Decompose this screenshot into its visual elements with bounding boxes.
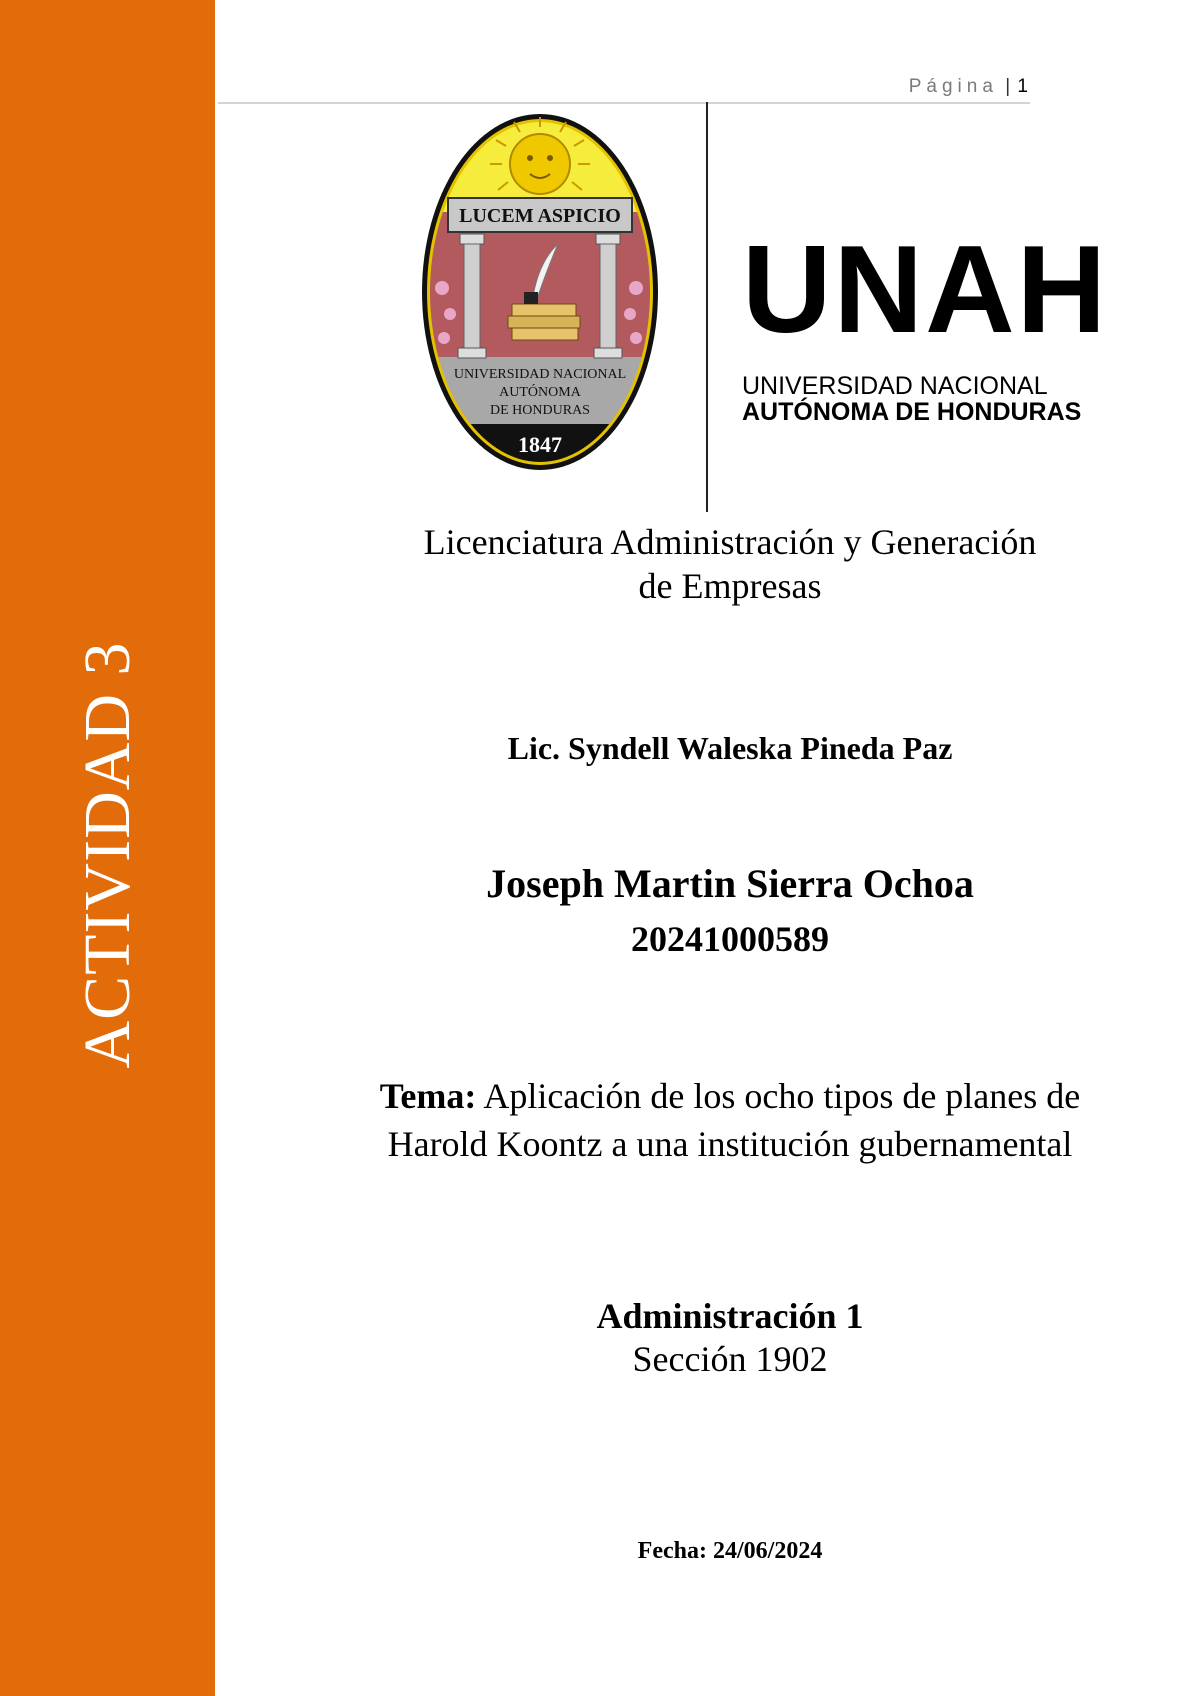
logo-acronym: UNAH <box>742 221 1109 359</box>
degree-line-1: Licenciatura Administración y Generación <box>423 522 1037 562</box>
seal-line-3: DE HONDURAS <box>490 403 590 418</box>
seal-year: 1847 <box>518 432 562 457</box>
student-id: 20241000589 <box>631 919 829 959</box>
activity-title: ACTIVIDAD 3 <box>71 641 144 1069</box>
page-number: 1 <box>1017 76 1028 97</box>
date <box>300 1538 1160 1565</box>
topic-line-2: Harold Koontz a una institución gubernamental <box>387 1124 1073 1164</box>
logo-divider <box>706 102 708 512</box>
topic-line-1: Aplicación de los ocho tipos de planes de <box>483 1076 1081 1116</box>
degree-title <box>300 520 1160 608</box>
teacher-name: Lic. Syndell Waleska Pineda Paz <box>507 730 953 766</box>
logo-line-1: UNIVERSIDAD NACIONAL <box>742 372 1048 400</box>
page-number-header <box>909 76 1028 98</box>
header-rule <box>218 102 1030 104</box>
date-value: 24/06/2024 <box>712 1538 823 1564</box>
seal-motto: LUCEM ASPICIO <box>459 205 621 227</box>
seal-line-1: UNIVERSIDAD NACIONAL <box>453 367 627 382</box>
degree-line-2: de Empresas <box>638 566 822 606</box>
course-name: Administración 1 <box>596 1296 864 1336</box>
page-separator: | <box>1005 76 1011 97</box>
university-seal <box>420 112 660 472</box>
topic-label: Tema: <box>379 1076 477 1116</box>
sidebar-band <box>0 0 215 1696</box>
unah-logo <box>742 221 1109 426</box>
date-label: Fecha: <box>637 1538 707 1564</box>
page-label: Página <box>908 76 998 97</box>
student-name: Joseph Martin Sierra Ochoa <box>486 861 974 906</box>
topic <box>300 1072 1160 1168</box>
logo-line-2: AUTÓNOMA DE HONDURAS <box>742 398 1082 426</box>
course-section: Sección 1902 <box>632 1339 828 1379</box>
seal-line-2: AUTÓNOMA <box>499 385 581 400</box>
